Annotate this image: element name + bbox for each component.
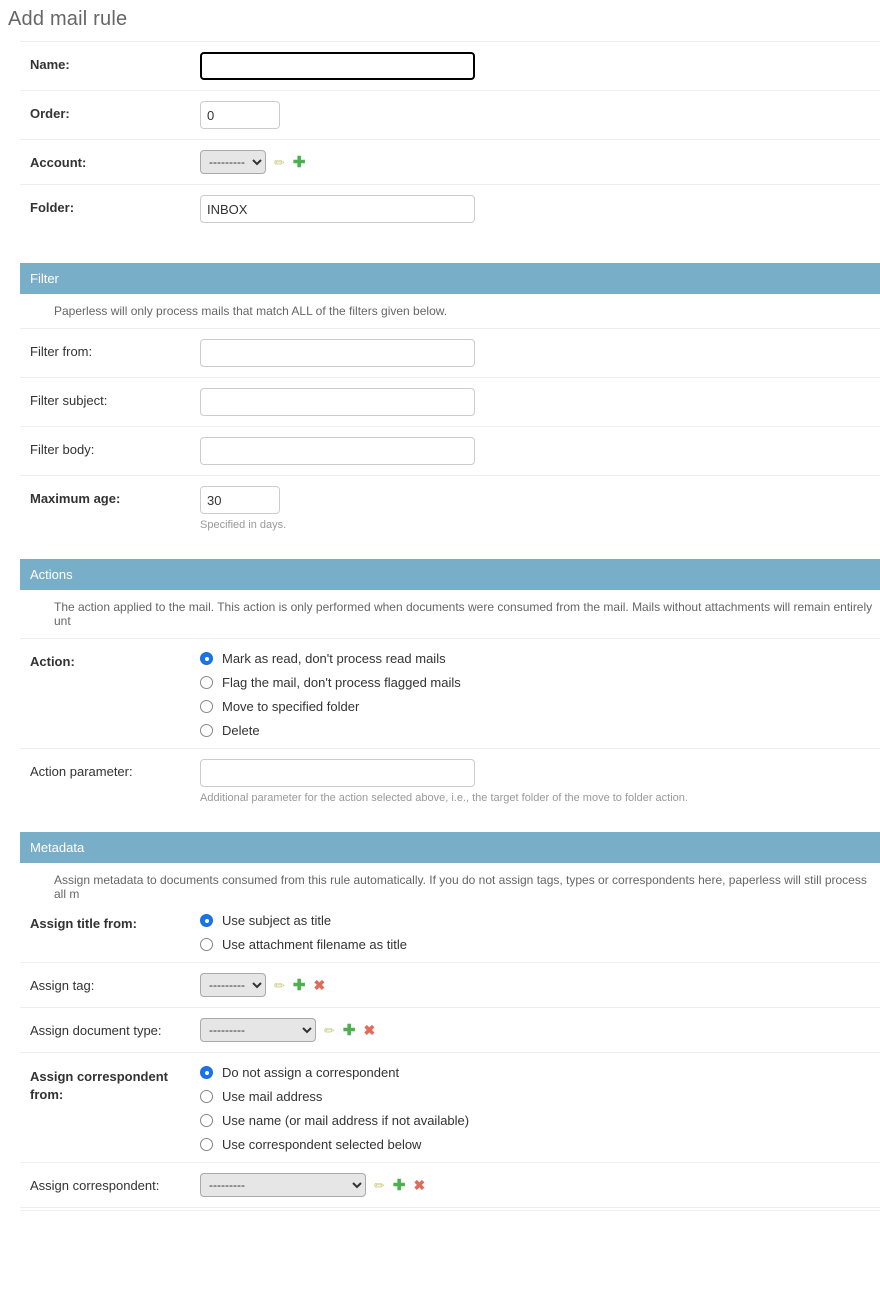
form-row-assign-tag xyxy=(20,962,880,1007)
form-row-assign-document-type xyxy=(20,1007,880,1052)
radio-label: Flag the mail, don't process flagged mails xyxy=(222,675,461,690)
correspondent-radio-none[interactable] xyxy=(200,1065,880,1080)
form-row-assign-correspondent-from xyxy=(20,1052,880,1162)
form-row-action xyxy=(20,638,880,748)
add-plus-icon[interactable]: ✚ xyxy=(292,153,306,171)
maximum-age-input[interactable] xyxy=(200,486,280,514)
form-row-filter-subject xyxy=(20,377,880,426)
assign-tag-select[interactable] xyxy=(200,973,266,997)
radio-label: Use subject as title xyxy=(222,913,332,928)
actions-section-description: The action applied to the mail. This action is only performed when documents were consumed from the mail. Mails without attachments will remain entirely unt xyxy=(54,600,873,628)
action-options-wrap xyxy=(190,649,880,738)
folder-label: Folder: xyxy=(30,200,75,215)
filter-body-input[interactable] xyxy=(200,437,475,465)
form-row-assign-title-from xyxy=(20,911,880,962)
radio-label: Delete xyxy=(222,723,260,738)
assign-correspondent-field-wrap xyxy=(190,1173,880,1197)
radio-label: Mark as read, don't process read mails xyxy=(222,651,446,666)
edit-pencil-icon[interactable]: ✏ xyxy=(374,1177,385,1193)
filter-body-field-wrap xyxy=(190,437,880,465)
page-title: Add mail rule xyxy=(8,8,128,30)
assign-correspondent-select[interactable] xyxy=(200,1173,366,1197)
correspondent-radio-selected-below[interactable] xyxy=(200,1137,880,1152)
radio-label: Use attachment filename as title xyxy=(222,937,407,952)
radio-label: Use name (or mail address if not available) xyxy=(222,1113,470,1128)
action-parameter-label: Action parameter: xyxy=(30,764,133,779)
assign-document-type-select[interactable] xyxy=(200,1018,316,1042)
form-row-action-parameter xyxy=(20,748,880,814)
assign-title-from-label: Assign title from: xyxy=(30,916,137,931)
assign-correspondent-from-radio-group xyxy=(200,1063,880,1152)
name-input[interactable] xyxy=(200,52,475,80)
action-radio-move-to-folder[interactable] xyxy=(200,699,880,714)
assign-tag-field-wrap xyxy=(190,973,880,997)
assign-document-type-label: Assign document type: xyxy=(30,1023,162,1038)
delete-cross-icon[interactable]: ✖ xyxy=(313,977,326,993)
delete-cross-icon[interactable]: ✖ xyxy=(413,1177,426,1193)
maximum-age-field-wrap xyxy=(190,486,880,531)
radio-indicator[interactable] xyxy=(200,914,213,927)
action-parameter-help: Additional parameter for the action selected above, i.e., the target folder of the move to folder action. xyxy=(200,792,688,804)
action-radio-flag-mail[interactable] xyxy=(200,675,880,690)
form-row-folder xyxy=(20,184,880,233)
filter-section-header: Filter xyxy=(20,263,880,294)
assign-title-radio-subject[interactable] xyxy=(200,913,880,928)
assign-title-from-options-wrap xyxy=(190,911,880,952)
action-parameter-field-wrap xyxy=(190,759,880,804)
radio-label: Use mail address xyxy=(222,1089,323,1104)
radio-indicator[interactable] xyxy=(200,700,213,713)
spacer xyxy=(0,233,880,245)
form-row-filter-body xyxy=(20,426,880,475)
radio-indicator[interactable] xyxy=(200,724,213,737)
radio-indicator[interactable] xyxy=(200,1066,213,1079)
radio-label: Use correspondent selected below xyxy=(222,1137,422,1152)
assign-title-radio-filename[interactable] xyxy=(200,937,880,952)
form-bottom-divider xyxy=(20,1207,880,1211)
name-field-wrap xyxy=(190,52,880,80)
radio-indicator[interactable] xyxy=(200,938,213,951)
delete-cross-icon[interactable]: ✖ xyxy=(363,1022,376,1038)
filter-subject-field-wrap xyxy=(190,388,880,416)
filter-subject-input[interactable] xyxy=(200,388,475,416)
filter-section-description: Paperless will only process mails that match ALL of the filters given below. xyxy=(54,304,448,318)
assign-document-type-field-wrap xyxy=(190,1018,880,1042)
filter-from-input[interactable] xyxy=(200,339,475,367)
account-select[interactable] xyxy=(200,150,266,174)
metadata-section-description: Assign metadata to documents consumed from this rule automatically. If you do not assign tags, types or correspondents here, paperless will still process all m xyxy=(54,873,867,901)
add-plus-icon[interactable]: ✚ xyxy=(342,1021,356,1039)
filter-from-label: Filter from: xyxy=(30,344,93,359)
radio-indicator[interactable] xyxy=(200,676,213,689)
action-radio-delete[interactable] xyxy=(200,723,880,738)
edit-pencil-icon[interactable]: ✏ xyxy=(274,977,285,993)
action-radio-mark-as-read[interactable] xyxy=(200,651,880,666)
correspondent-radio-mail-address[interactable] xyxy=(200,1089,880,1104)
filter-body-label: Filter body: xyxy=(30,442,95,457)
account-label: Account: xyxy=(30,155,87,170)
form-row-account xyxy=(20,139,880,184)
add-plus-icon[interactable]: ✚ xyxy=(292,976,306,994)
assign-title-from-radio-group xyxy=(200,911,880,952)
correspondent-radio-name[interactable] xyxy=(200,1113,880,1128)
edit-pencil-icon[interactable]: ✏ xyxy=(324,1022,335,1038)
radio-indicator[interactable] xyxy=(200,652,213,665)
action-radio-group xyxy=(200,649,880,738)
radio-indicator[interactable] xyxy=(200,1138,213,1151)
assign-correspondent-label: Assign correspondent: xyxy=(30,1178,160,1193)
assign-correspondent-from-label: Assign correspondent from: xyxy=(30,1069,168,1102)
account-field-wrap xyxy=(190,150,880,174)
maximum-age-label: Maximum age: xyxy=(30,491,121,506)
form-row-filter-from xyxy=(20,328,880,377)
order-input[interactable] xyxy=(200,101,280,129)
action-label: Action: xyxy=(30,654,75,669)
radio-indicator[interactable] xyxy=(200,1090,213,1103)
form-row-assign-correspondent xyxy=(20,1162,880,1207)
assign-correspondent-from-options-wrap xyxy=(190,1063,880,1152)
form-row-maximum-age xyxy=(20,475,880,541)
folder-field-wrap xyxy=(190,195,880,223)
form-row-order xyxy=(20,90,880,139)
name-label: Name: xyxy=(30,57,70,72)
maximum-age-help: Specified in days. xyxy=(200,519,287,531)
metadata-section-header: Metadata xyxy=(20,832,880,863)
radio-indicator[interactable] xyxy=(200,1114,213,1127)
filter-subject-label: Filter subject: xyxy=(30,393,108,408)
folder-input[interactable] xyxy=(200,195,475,223)
order-label: Order: xyxy=(30,106,70,121)
edit-pencil-icon[interactable]: ✏ xyxy=(274,154,285,170)
filter-from-field-wrap xyxy=(190,339,880,367)
action-parameter-input[interactable] xyxy=(200,759,475,787)
order-field-wrap xyxy=(190,101,880,129)
form-row-name xyxy=(20,41,880,90)
actions-section-header: Actions xyxy=(20,559,880,590)
radio-label: Move to specified folder xyxy=(222,699,360,714)
add-plus-icon[interactable]: ✚ xyxy=(392,1176,406,1194)
radio-label: Do not assign a correspondent xyxy=(222,1065,400,1080)
assign-tag-label: Assign tag: xyxy=(30,978,95,993)
